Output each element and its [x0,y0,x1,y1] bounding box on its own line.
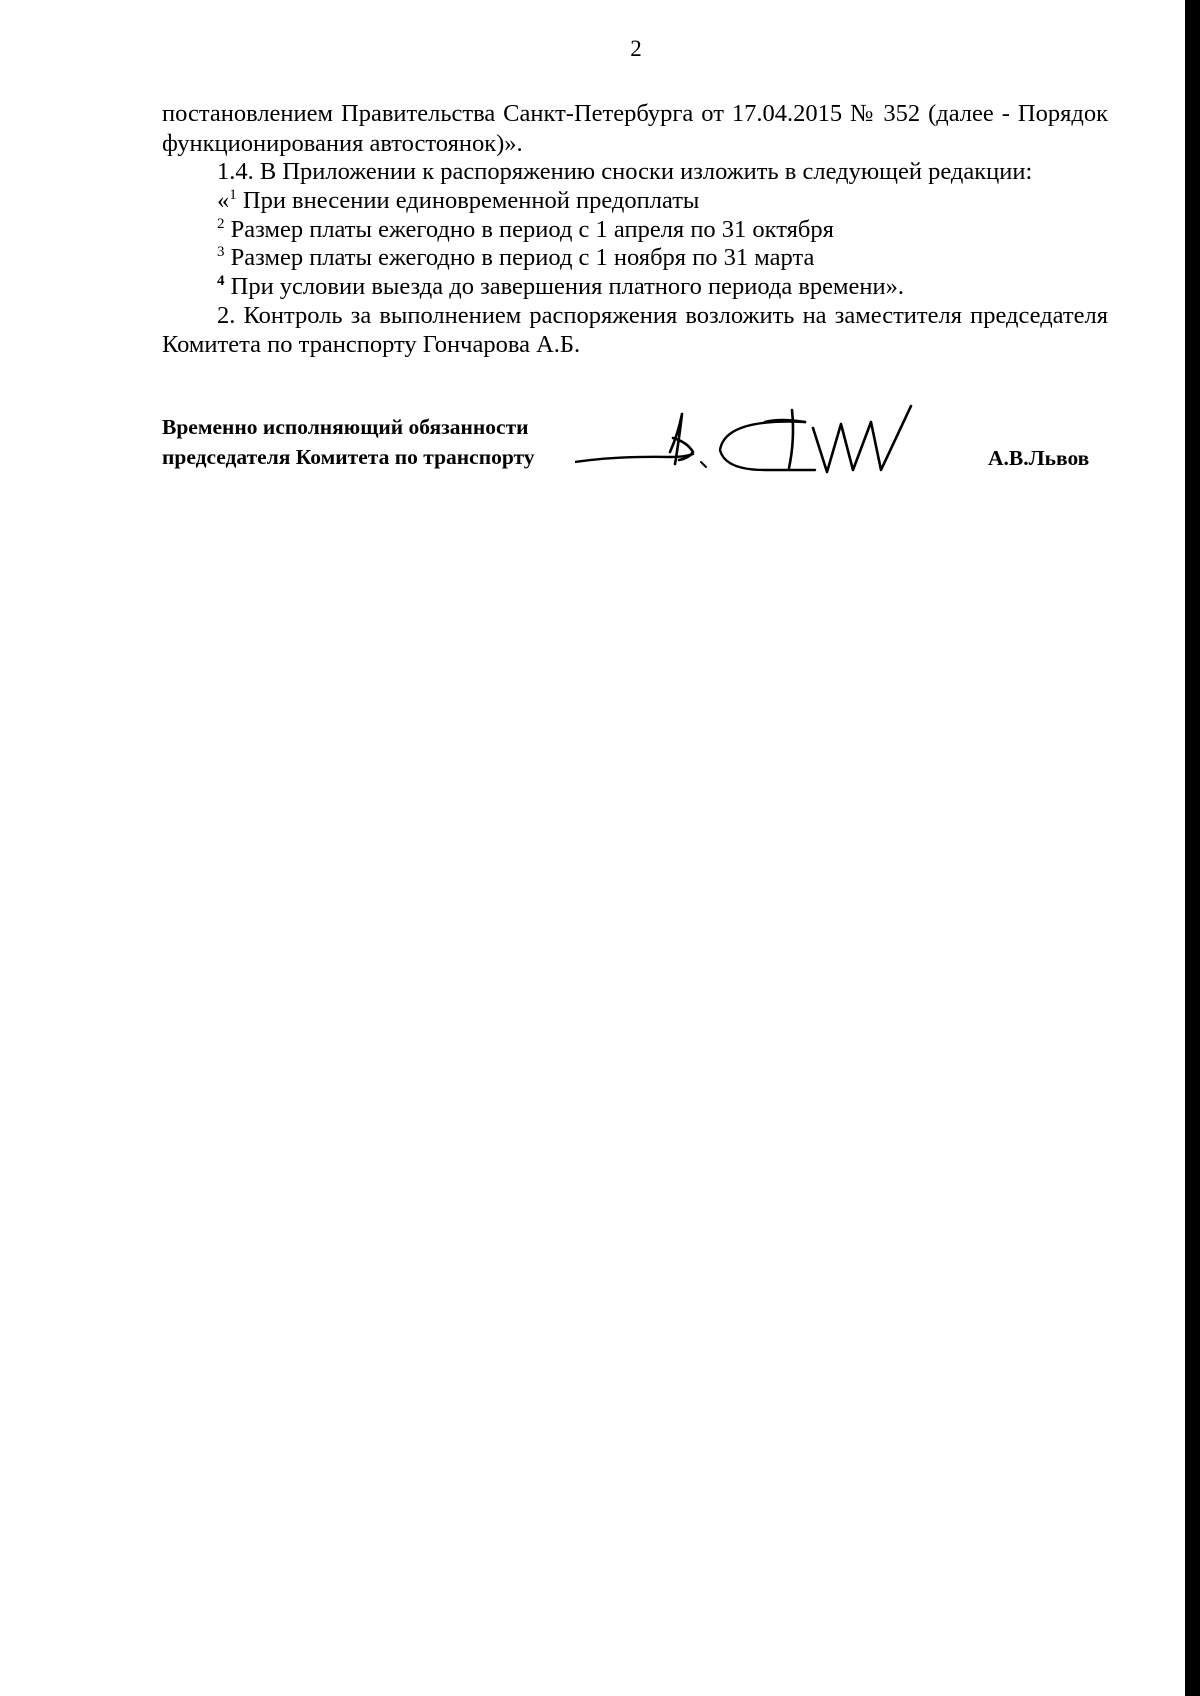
page-number: 2 [630,36,642,61]
footnote-1-marker: 1 [229,187,237,203]
footnote-2-text: Размер платы ежегодно в период с 1 апреля по 31 октября [230,216,834,243]
signatory-position [162,412,535,472]
item-2-line-2: Комитета по транспорту Гончарова А.Б. [162,331,581,358]
footnote-1-text: При внесении единовременной предоплаты [242,187,700,214]
item-1-4: 1.4. В Приложении к распоряжению сноски изложить в следующей редакции: [217,158,1033,185]
footnote-3-text: Размер платы ежегодно в период с 1 ноября по 31 марта [230,244,815,271]
footnote-2 [217,215,834,245]
handwritten-signature [575,400,985,490]
signatory-name: А.В.Львов [988,446,1090,470]
scan-edge-border [1185,0,1200,1696]
footnote-2-marker: 2 [217,216,225,232]
footnote-1 [217,186,699,216]
item-2-line-1: 2. Контроль за выполнением распоряжения возложить на заместителя председателя [217,302,1108,329]
footnote-3 [217,243,814,273]
footnote-4 [217,272,904,302]
body-line-1: постановлением Правительства Санкт-Петербурга от 17.04.2015 № 352 (далее - Порядок [162,100,1108,127]
footnote-4-marker: 4 [217,273,225,289]
signatory-position-line-2: председателя Комитета по транспорту [162,445,535,469]
footnote-3-marker: 3 [217,244,225,260]
body-line-2: функционирования автостоянок)». [162,130,523,157]
footnote-4-text: При условии выезда до завершения платного периода времени». [230,273,905,300]
signatory-position-line-1: Временно исполняющий обязанности [162,415,529,439]
footnote-1-prefix: « [217,187,230,214]
